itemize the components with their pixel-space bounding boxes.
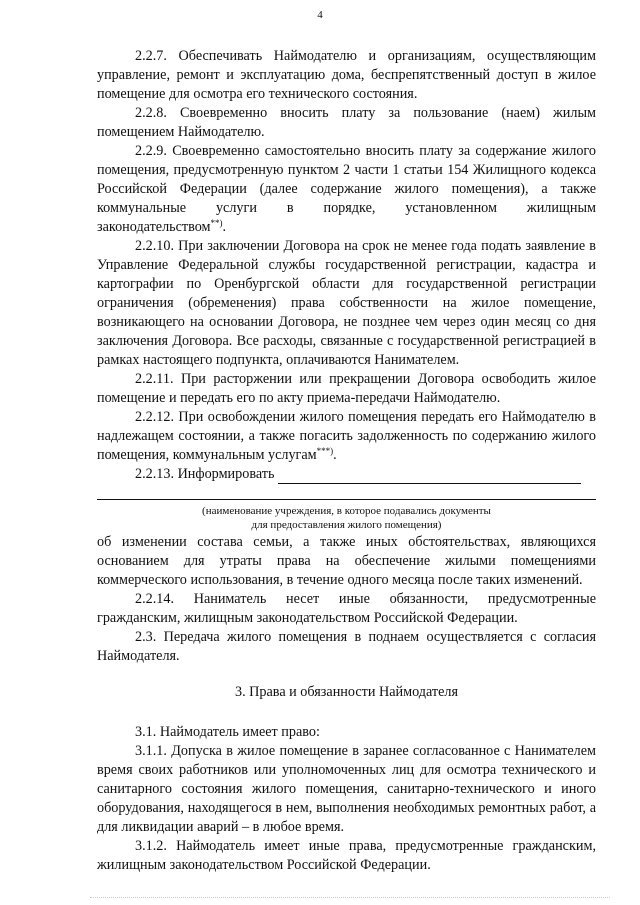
paragraph-text: 3.1. Наймодатель имеет право: <box>135 724 320 740</box>
blank-underline <box>97 499 596 500</box>
inform-note-line-2: для предоставления жилого помещения) <box>251 519 442 531</box>
inform-footnote <box>97 504 596 532</box>
paragraph <box>97 370 596 408</box>
paragraph <box>97 837 596 875</box>
paragraph-tail: . <box>222 219 227 235</box>
paragraph-text: 2.2.11. При расторжении или прекращении Договора освободить жилое помещение и передать его по акту приема-передачи Наймодателю. <box>97 371 596 406</box>
paragraph <box>97 723 596 742</box>
paragraph <box>97 408 596 465</box>
section-heading: 3. Права и обязанности Наймодателя <box>234 684 459 700</box>
inform-paragraph <box>97 465 596 484</box>
paragraph-text: 2.2.9. Своевременно самостоятельно вносить плату за содержание жилого помещения, предусмотренную пунктом 2 части 1 статьи 154 Жилищного кодекса Российской Федерации (далее содержание жилого помещения), а также коммунальные услуги в порядке, установленном жилищным законодательством <box>97 143 596 235</box>
fill-in-line <box>278 469 581 484</box>
landlord-rights-list <box>97 723 596 875</box>
paragraph-text: 2.2.8. Своевременно вносить плату за пользование (наем) жилым помещением Наймодателю. <box>97 105 596 140</box>
paragraph <box>97 590 596 628</box>
paragraph <box>97 742 596 837</box>
paragraph <box>97 104 596 142</box>
paragraph-text: 2.2.14. Наниматель несет иные обязанности, предусмотренные гражданским, жилищным законодательством Российской Федерации. <box>97 591 596 626</box>
paragraph <box>97 533 596 590</box>
inform-label: 2.2.13. Информировать <box>135 466 275 482</box>
paragraph <box>97 237 596 370</box>
paragraph-text: 3.1.1. Допуска в жилое помещение в заранее согласованное с Нанимателем время своих работников или уполномоченных лиц для осмотра технического и санитарного состояния жилого помещения, санитарно-технического и иного оборудования, находящегося в нем, выполнения необходимых ремонтных работ, а для ликвидации аварий – в любое время. <box>97 743 596 835</box>
footnote-marker: ***) <box>316 446 334 456</box>
paragraph <box>97 628 596 666</box>
paragraph-text: 2.3. Передача жилого помещения в поднаем осуществляется с согласия Наймодателя. <box>97 629 596 664</box>
paragraph-text: 3.1.2. Наймодатель имеет иные права, предусмотренные гражданским, жилищным законодательством Российской Федерации. <box>97 838 596 873</box>
paragraph-tail: . <box>333 447 337 463</box>
obligations-list <box>97 47 596 465</box>
scan-artifact-line <box>90 897 610 898</box>
paragraph-text: 2.2.12. При освобождении жилого помещения передать его Наймодателю в надлежащем состоянии, а также погасить задолженность по содержанию жилого помещения, коммунальным услугам <box>97 409 596 463</box>
page-number: 4 <box>317 9 323 21</box>
paragraph-text: об изменении состава семьи, а также иных обстоятельствах, являющихся основанием для утраты права на обеспечение жилыми помещениями коммерческого использования, в течение одного месяца после таких изменений. <box>97 534 596 588</box>
obligations-list-continued <box>97 533 596 666</box>
inform-note-line-1: (наименование учреждения, в которое подавались документы <box>202 505 491 517</box>
paragraph <box>97 47 596 104</box>
footnote-marker: **) <box>210 218 223 228</box>
paragraph-text: 2.2.7. Обеспечивать Наймодателю и организациям, осуществляющим управление, ремонт и эксплуатацию дома, беспрепятственный доступ в жилое помещение для осмотра его технического состояния. <box>97 48 596 102</box>
paragraph <box>97 142 596 237</box>
paragraph-text: 2.2.10. При заключении Договора на срок не менее года подать заявление в Управление Федеральной службы государственной регистрации, кадастра и картографии по Оренбургской области для государственной регистрации ограничения (обременения) права собственности на жилое помещение, возникающего на основании Договора, не позднее чем через один месяц со дня заключения Договора. Все расходы, связанные с государственной регистрацией в рамках настоящего подпункта, оплачиваются Нанимателем. <box>97 238 596 368</box>
document-body <box>97 47 596 875</box>
